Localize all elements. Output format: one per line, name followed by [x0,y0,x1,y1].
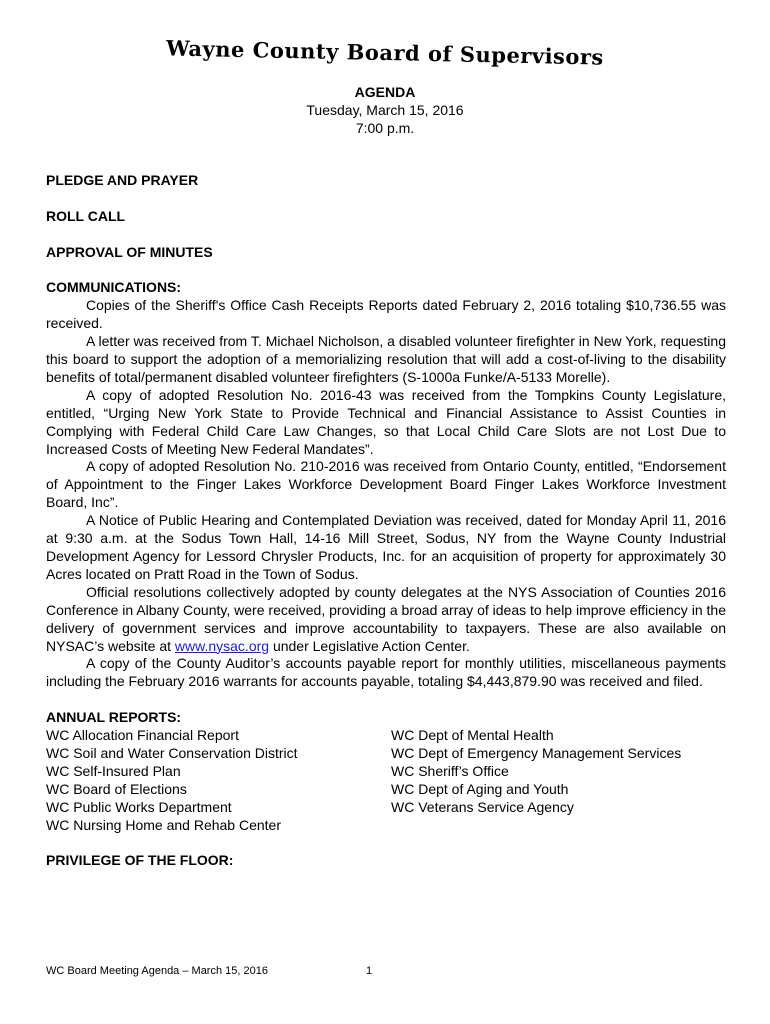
report-item: WC Nursing Home and Rehab Center [46,816,281,833]
footer-label: WC Board Meeting Agenda – March 15, 2016 [46,965,268,977]
communication-item: A copy of adopted Resolution No. 210-2016 was received from Ontario County, entitled, “Endorsement of Appointment to the Finger Lakes Workforce Development Board Finger Lakes Workforce Investment Board, Inc”. [46,458,726,511]
report-item: WC Dept of Emergency Management Services [391,744,682,761]
annual-reports-left-column [46,727,391,834]
agenda-body [46,172,726,870]
page-number: 1 [366,965,373,977]
meeting-date: Tuesday, March 15, 2016 [306,102,464,118]
report-item: WC Allocation Financial Report [46,727,239,744]
annual-reports-list [46,727,726,834]
communication-item: Copies of the Sheriff's Office Cash Receipts Reports dated February 2, 2016 totaling $10,736.55 was received. [46,297,726,332]
nysac-text-after: under Legislative Action Center. [269,637,470,654]
report-item: WC Public Works Department [46,798,232,815]
annual-reports-right-column [391,727,726,834]
nysac-text-before: Official resolutions collectively adopted by county delegates at the NYS Association of Counties 2016 Conference in Albany County, were received, providing a broad array of ideas to help improve efficiency in the delivery of government services and improve accountability to taxpayers. These are also available on NYSAC’s website at [46,583,726,654]
agenda-title: AGENDA [354,84,416,100]
report-item: WC Board of Elections [46,780,187,797]
masthead-title: Wayne County Board of Supervisors [165,35,605,70]
report-item: WC Veterans Service Agency [391,798,574,815]
communication-item-nysac [46,584,726,656]
meeting-time: 7:00 p.m. [355,120,415,136]
report-item: WC Sheriff’s Office [391,762,509,779]
communications-heading: COMMUNICATIONS: [46,279,182,296]
communication-item: A copy of the County Auditor’s accounts payable report for monthly utilities, miscellaneous payments including the February 2016 warrants for accounts payable, totaling $4,443,879.90 was received and filed. [46,655,726,690]
roll-call-heading: ROLL CALL [46,207,126,224]
annual-reports-heading: ANNUAL REPORTS: [46,709,182,726]
communication-item: A letter was received from T. Michael Nicholson, a disabled volunteer firefighter in New York, requesting this board to support the adoption of a memorializing resolution that will add a cost-of-living to the disability benefits of total/permanent disabled volunteer firefighters (S-1000a Funke/A-5133 Morelle). [46,333,726,385]
approval-heading: APPROVAL OF MINUTES [46,243,213,260]
pledge-heading: PLEDGE AND PRAYER [46,172,199,188]
communication-item: A copy of adopted Resolution No. 2016-43 was received from the Tompkins County Legislature, entitled, “Urging New York State to Provide Technical and Financial Assistance to Assist Counties in Complying with Federal Child Care Law Changes, so that Local Child Care Slots are not Lost Due to Increased Costs of Meeting New Federal Mandates”. [46,386,726,457]
report-item: WC Self-Insured Plan [46,762,181,779]
nysac-link[interactable]: www.nysac.org [174,637,270,654]
communication-item: A Notice of Public Hearing and Contemplated Deviation was received, dated for Monday April 11, 2016 at 9:30 a.m. at the Sodus Town Hall, 14-16 Mill Street, Sodus, NY from the Wayne County Industrial Development Agency for Lessord Chrysler Products, Inc. for an acquisition of property for approximately 30 Acres located on Pratt Road in the Town of Sodus. [46,512,726,582]
report-item: WC Dept of Aging and Youth [391,780,569,797]
report-item: WC Soil and Water Conservation District [46,744,298,761]
report-item: WC Dept of Mental Health [391,727,554,744]
privilege-heading: PRIVILEGE OF THE FLOOR: [46,852,234,869]
